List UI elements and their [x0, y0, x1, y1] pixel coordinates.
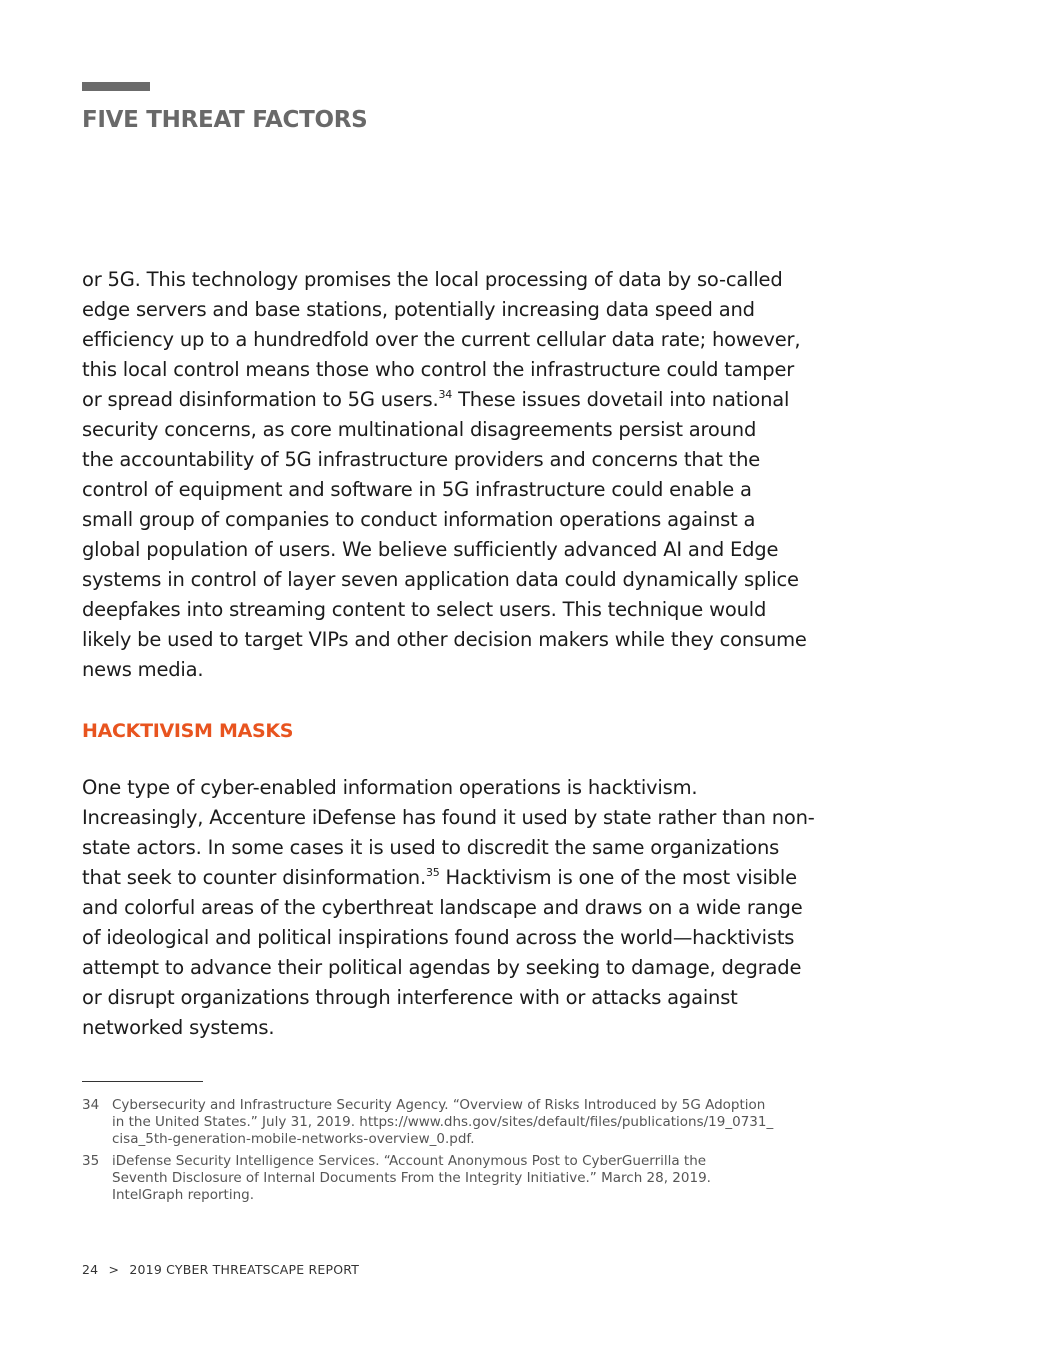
page-number: 24 [82, 1262, 99, 1277]
footnote-line: Cybersecurity and Infrastructure Security Agency. “Overview of Risks Introduced by 5G Adoption [112, 1097, 766, 1113]
report-title: 2019 CYBER THREATSCAPE REPORT [129, 1262, 360, 1277]
footnote-line: Seventh Disclosure of Internal Documents From the Integrity Initiative.” March 28, 2019. [112, 1170, 711, 1186]
section-title: FIVE THREAT FACTORS [82, 107, 368, 133]
header-accent-rule [82, 82, 150, 91]
text-line: or 5G. This technology promises the local processing of data by so-called [82, 268, 783, 291]
text-line: control of equipment and software in 5G infrastructure could enable a [82, 478, 752, 501]
footnote-34 [82, 1097, 842, 1148]
text-line [82, 385, 842, 415]
text-line: this local control means those who control the infrastructure could tamper [82, 358, 795, 381]
footnote-line: iDefense Security Intelligence Services. “Account Anonymous Post to CyberGuerrilla the [112, 1153, 707, 1169]
text-line: state actors. In some cases it is used to discredit the same organizations [82, 836, 780, 859]
footnotes [82, 1097, 842, 1209]
text-line: networked systems. [82, 1016, 275, 1039]
text-line: the accountability of 5G infrastructure providers and concerns that the [82, 448, 761, 471]
footnote-line: in the United States.” July 31, 2019. https://www.dhs.gov/sites/default/files/publications/19_0731_ [112, 1114, 774, 1130]
text-segment: or spread disinformation to 5G users. [82, 388, 439, 411]
text-line: edge servers and base stations, potentially increasing data speed and [82, 298, 755, 321]
text-line: systems in control of layer seven application data could dynamically splice [82, 568, 799, 591]
text-segment: Hacktivism is one of the most visible [439, 866, 797, 889]
footnote-text [112, 1153, 711, 1204]
text-segment: These issues dovetail into national [452, 388, 790, 411]
footnote-text [112, 1097, 773, 1148]
text-line: attempt to advance their political agendas by seeking to damage, degrade [82, 956, 802, 979]
footnote-divider [82, 1081, 203, 1082]
text-line: likely be used to target VIPs and other decision makers while they consume [82, 628, 807, 651]
paragraph-5g [82, 265, 842, 685]
subheading-hacktivism-masks: HACKTIVISM MASKS [82, 720, 294, 742]
text-line: Increasingly, Accenture iDefense has found it used by state rather than non- [82, 806, 815, 829]
text-line: or disrupt organizations through interference with or attacks against [82, 986, 738, 1009]
page-footer [82, 1262, 365, 1277]
text-line: efficiency up to a hundredfold over the current cellular data rate; however, [82, 328, 801, 351]
text-line [82, 863, 842, 893]
footnote-number: 35 [82, 1153, 100, 1169]
footnote-ref-34[interactable]: 34 [438, 388, 453, 401]
paragraph-hacktivism [82, 773, 842, 1043]
text-segment: that seek to counter disinformation. [82, 866, 426, 889]
footnote-line: cisa_5th-generation-mobile-networks-overview_0.pdf. [112, 1131, 475, 1147]
footnote-35 [82, 1153, 842, 1204]
footnote-line: IntelGraph reporting. [112, 1187, 254, 1203]
footnote-ref-35[interactable]: 35 [425, 866, 440, 879]
text-line: news media. [82, 658, 204, 681]
text-line: deepfakes into streaming content to select users. This technique would [82, 598, 767, 621]
text-line: global population of users. We believe sufficiently advanced AI and Edge [82, 538, 779, 561]
text-line: security concerns, as core multinational disagreements persist around [82, 418, 757, 441]
footer-separator: > [108, 1262, 120, 1277]
text-line: small group of companies to conduct information operations against a [82, 508, 756, 531]
text-line: and colorful areas of the cyberthreat landscape and draws on a wide range [82, 896, 803, 919]
text-line: of ideological and political inspirations found across the world—hacktivists [82, 926, 795, 949]
footnote-number: 34 [82, 1097, 100, 1113]
text-line: One type of cyber-enabled information operations is hacktivism. [82, 776, 698, 799]
